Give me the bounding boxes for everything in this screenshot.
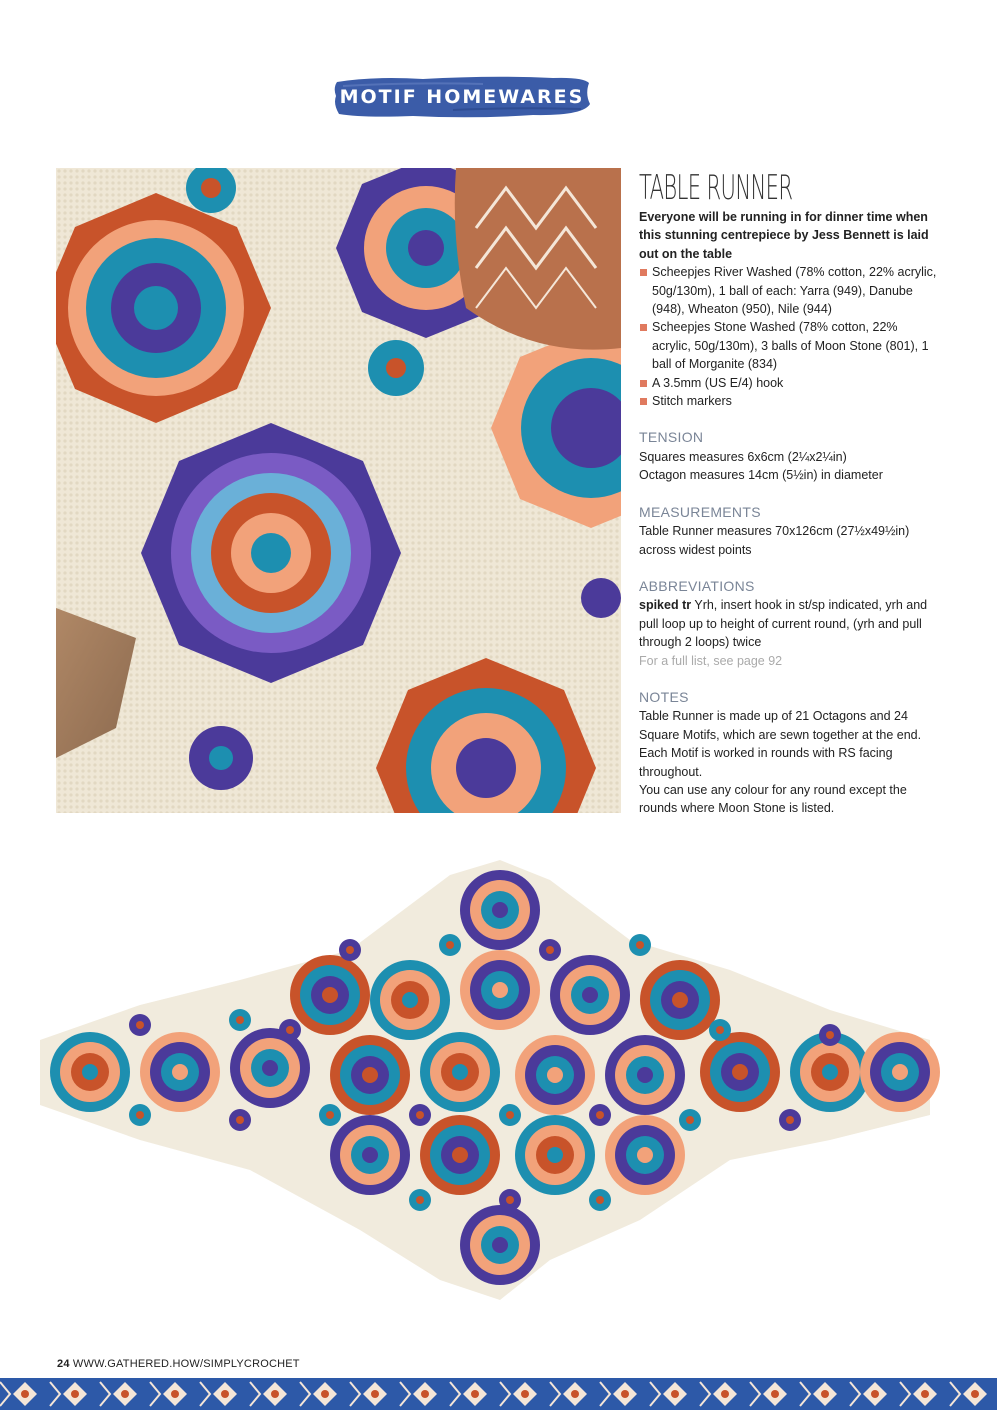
material-item: Scheepjes River Washed (78% cotton, 22% acrylic, 50g/130m), 1 ball of each: Yarra (949), Danube (948), Wheaton (950), Nile (944) [639, 263, 939, 318]
square-motif [499, 1189, 521, 1211]
octagon-motif [460, 1205, 540, 1285]
square-motif [229, 1109, 251, 1131]
octagon-motif [605, 1035, 685, 1115]
abbreviation-definition: Yrh, insert hook in st/sp indicated, yrh and pull loop up to height of current round, (yrh and pull through 2 loops) twice [639, 598, 928, 650]
octagon-motif [550, 955, 630, 1035]
square-motif [439, 934, 461, 956]
footer [57, 1358, 300, 1370]
octagon-motif [460, 870, 540, 950]
abbreviation-entry [639, 596, 939, 651]
tension-line: Squares measures 6x6cm (2¼x2¼in) [639, 449, 847, 464]
octagon-motif [515, 1115, 595, 1195]
tension-heading: TENSION [639, 429, 704, 446]
octagon-motif [230, 1028, 310, 1108]
square-motif [368, 340, 424, 396]
bullet-icon [640, 324, 647, 331]
octagon-motif [330, 1115, 410, 1195]
square-motif [709, 1019, 731, 1041]
square-motif [499, 1104, 521, 1126]
square-motif [409, 1189, 431, 1211]
square-motif [679, 1109, 701, 1131]
square-motif [539, 939, 561, 961]
octagon-motif [605, 1115, 685, 1195]
bullet-icon [640, 398, 647, 405]
square-motif [279, 1019, 301, 1041]
octagon-motif [50, 1032, 130, 1112]
bullet-icon [640, 380, 647, 387]
octagon-motif [515, 1035, 595, 1115]
article-intro: Everyone will be running in for dinner time when this stunning centrepiece by Jess Bennett is laid out on the table [639, 210, 929, 261]
tension-line: Octagon measures 14cm (5½in) in diameter [639, 468, 883, 483]
bullet-icon [640, 269, 647, 276]
notes-paragraph: You can use any colour for any round except the rounds where Moon Stone is listed. [639, 782, 907, 816]
abbreviation-reference: For a full list, see page 92 [639, 653, 783, 668]
square-motif [189, 726, 253, 790]
square-motif [779, 1109, 801, 1131]
octagon-motif [290, 955, 370, 1035]
material-item: A 3.5mm (US E/4) hook [639, 374, 939, 392]
square-motif [129, 1104, 151, 1126]
section-banner [333, 74, 591, 120]
square-motif [819, 1024, 841, 1046]
octagon-motif [860, 1032, 940, 1112]
notes-paragraph: Table Runner is made up of 21 Octagons and 24 Square Motifs, which are sewn together at the end. Each Motif is worked in rounds with RS facing throughout. [639, 709, 922, 779]
abbreviations-heading: ABBREVIATIONS [639, 577, 755, 594]
footer-url: WWW.GATHERED.HOW/SIMPLYCROCHET [72, 1358, 300, 1370]
square-motif [229, 1009, 251, 1031]
page-number: 24 [57, 1358, 70, 1370]
material-item: Stitch markers [639, 392, 939, 410]
square-motif [129, 1014, 151, 1036]
article-title: TABLE RUNNER [639, 168, 793, 208]
octagon-motif [140, 1032, 220, 1112]
square-motif [319, 1104, 341, 1126]
octagon-motif [420, 1115, 500, 1195]
abbreviation-term: spiked tr [639, 598, 692, 613]
crochet-closeup-photo [56, 168, 621, 813]
pattern-info-column [639, 168, 939, 818]
material-item: Scheepjes Stone Washed (78% cotton, 22% acrylic, 50g/130m), 3 balls of Moon Stone (801), 1 ball of Morganite (834) [639, 318, 939, 373]
square-motif [581, 578, 621, 618]
flower-motif [141, 423, 401, 683]
square-motif [629, 934, 651, 956]
measurements-text: Table Runner measures 70x126cm (27½x49½in) across widest points [639, 524, 910, 557]
octagon-motif [640, 960, 720, 1040]
decorative-footer-band [0, 1378, 997, 1410]
measurements-heading: MEASUREMENTS [639, 503, 761, 520]
square-motif [589, 1104, 611, 1126]
section-label: MOTIF HOMEWARES [339, 86, 585, 108]
notes-heading: NOTES [639, 688, 689, 705]
octagon-motif [420, 1032, 500, 1112]
square-motif [409, 1104, 431, 1126]
square-motif [589, 1189, 611, 1211]
octagon-motif [330, 1035, 410, 1115]
octagon-motif [460, 950, 540, 1030]
square-motif [339, 939, 361, 961]
octagon-motif [370, 960, 450, 1040]
materials-list [639, 263, 939, 410]
octagon-motif [700, 1032, 780, 1112]
table-runner-photo [30, 840, 940, 1320]
